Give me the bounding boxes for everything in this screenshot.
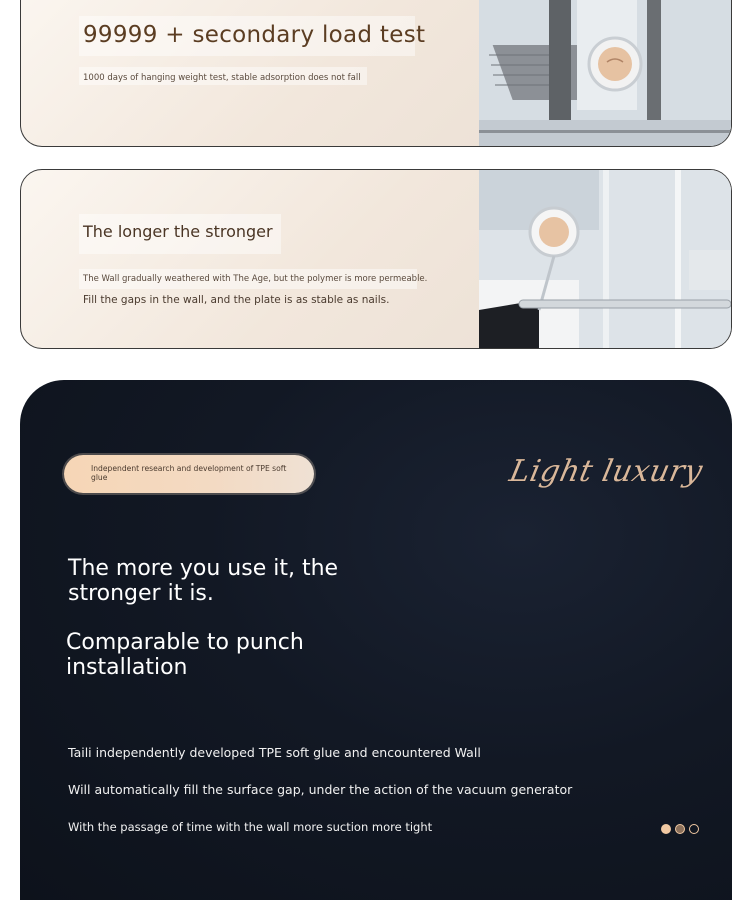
light-luxury-panel: [20, 380, 732, 900]
load-test-photo: [479, 0, 731, 146]
tpe-badge-text: Independent research and development of TPE soft glue: [91, 464, 287, 482]
longer-stronger-title: The longer the stronger: [83, 222, 273, 241]
slide-dots: [661, 824, 699, 834]
slide-dot-icon[interactable]: [689, 824, 699, 834]
longer-stronger-card: [20, 169, 732, 349]
load-test-title: 99999 + secondary load test: [83, 22, 426, 48]
longer-stronger-line1: The Wall gradually weathered with The Age, but the polymer is more permeable.: [83, 274, 428, 284]
body-line-2: Will automatically fill the surface gap, under the action of the vacuum generator: [68, 782, 573, 797]
slide-dot-icon[interactable]: [675, 824, 685, 834]
light-luxury-script-title: Light luxury: [506, 454, 706, 489]
heading-punch: Comparable to punch installation: [66, 630, 304, 680]
slide-dot-icon[interactable]: [661, 824, 671, 834]
body-line-1: Taili independently developed TPE soft glue and encountered Wall: [68, 745, 481, 760]
hook-with-rod-illustration: [479, 170, 731, 348]
longer-stronger-line2: Fill the gaps in the wall, and the plate is as stable as nails.: [83, 294, 390, 306]
hook-on-shelf-illustration: [479, 0, 731, 146]
load-test-subtitle: 1000 days of hanging weight test, stable adsorption does not fall: [83, 73, 361, 83]
heading-stronger: The more you use it, the stronger it is.: [68, 556, 339, 606]
longer-stronger-photo: [479, 170, 731, 348]
load-test-card: [20, 0, 732, 147]
tpe-badge: [64, 455, 314, 493]
body-line-3: With the passage of time with the wall more suction more tight: [68, 820, 433, 834]
